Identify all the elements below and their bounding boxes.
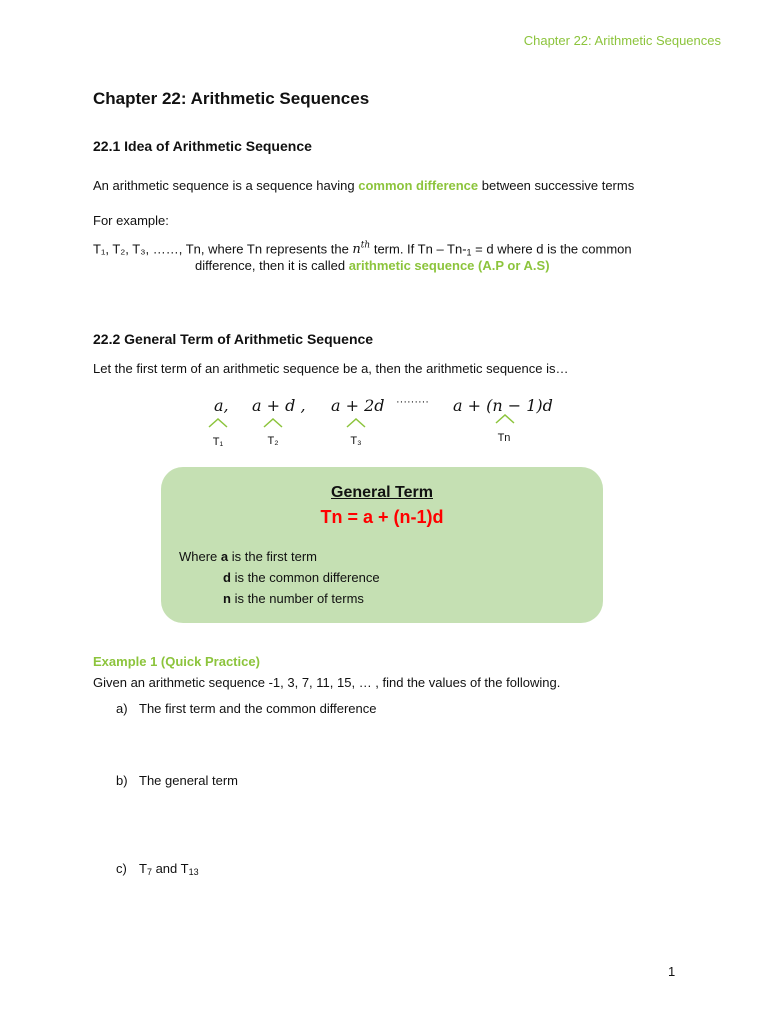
general-term-box xyxy=(161,467,603,623)
caret-icon xyxy=(495,414,515,424)
page-number: 1 xyxy=(668,964,676,979)
example-line-1 xyxy=(93,241,632,257)
example-line-1-part-a: T₁, T₂, T₃, ……, Tn, where Tn represents the xyxy=(93,241,353,257)
example-line-1-part-b: term. If Tn – Tn- xyxy=(370,241,467,257)
variable-a: a xyxy=(220,549,229,564)
example-line-1-part-c: = d where d is the common xyxy=(471,241,632,257)
example-line-2 xyxy=(195,258,550,273)
question-c-t: T xyxy=(139,861,147,876)
caret-icon xyxy=(208,418,228,428)
definition-highlight: common difference xyxy=(358,178,479,193)
general-term-title: General Term xyxy=(331,484,433,501)
term-label-t2: T₂ xyxy=(267,435,279,447)
nth-superscript: th xyxy=(360,241,371,251)
chapter-title: Chapter 22: Arithmetic Sequences xyxy=(93,89,370,108)
nth-symbol xyxy=(352,242,370,257)
definition-text-after: between successive terms xyxy=(478,178,635,193)
sequence-intro: Let the first term of an arithmetic sequence be a, then the arithmetic sequence is… xyxy=(93,361,569,376)
caret-icon xyxy=(263,418,283,428)
question-c-marker: c) xyxy=(116,861,127,876)
nth-n: n xyxy=(352,242,361,258)
sequence-ellipsis: ········· xyxy=(396,396,429,408)
description-d: is the common difference xyxy=(230,570,380,585)
sequence-term-n: a + (n − 1)d xyxy=(453,396,553,415)
question-b-marker: b) xyxy=(116,773,128,788)
section-heading-22-2: 22.2 General Term of Arithmetic Sequence xyxy=(93,331,374,347)
where-a-line xyxy=(179,549,317,564)
variable-d: d xyxy=(223,570,231,585)
sequence-term-1: a, xyxy=(214,396,229,415)
general-term-formula: Tn = a + (n-1)d xyxy=(320,507,444,527)
where-n-line xyxy=(223,591,364,606)
subscript-13: 13 xyxy=(188,867,199,877)
term-label-t3: T₃ xyxy=(350,435,362,447)
question-a-marker: a) xyxy=(116,701,128,716)
caret-icon xyxy=(346,418,366,428)
example-1-prompt: Given an arithmetic sequence -1, 3, 7, 11, 15, … , find the values of the following. xyxy=(93,675,561,690)
description-a: is the first term xyxy=(228,549,317,564)
sequence-term-2: a + d , xyxy=(252,396,306,415)
question-a-text: The first term and the common difference xyxy=(139,701,377,716)
arithmetic-sequence-highlight: arithmetic sequence (A.P or A.S) xyxy=(348,258,550,273)
where-d-line xyxy=(223,570,380,585)
running-header: Chapter 22: Arithmetic Sequences xyxy=(523,33,721,48)
example-1-heading: Example 1 (Quick Practice) xyxy=(93,654,260,669)
definition-paragraph xyxy=(93,178,634,193)
question-c-and: and T xyxy=(151,861,189,876)
description-n: is the number of terms xyxy=(230,591,364,606)
term-label-t1: T₁ xyxy=(212,436,224,448)
sequence-term-3: a + 2d xyxy=(331,396,385,415)
variable-n: n xyxy=(223,591,231,606)
term-label-tn: Tn xyxy=(497,432,511,444)
where-word: Where xyxy=(179,549,221,564)
question-c-text xyxy=(139,861,199,877)
example-line-2-part-a: difference, then it is called xyxy=(195,258,349,273)
section-heading-22-1: 22.1 Idea of Arithmetic Sequence xyxy=(93,138,312,154)
subscript-one: 1 xyxy=(466,247,472,258)
question-b-text: The general term xyxy=(139,773,238,788)
for-example-label: For example: xyxy=(93,213,169,228)
subscript-7: 7 xyxy=(146,867,152,877)
definition-text-before: An arithmetic sequence is a sequence having xyxy=(93,178,359,193)
